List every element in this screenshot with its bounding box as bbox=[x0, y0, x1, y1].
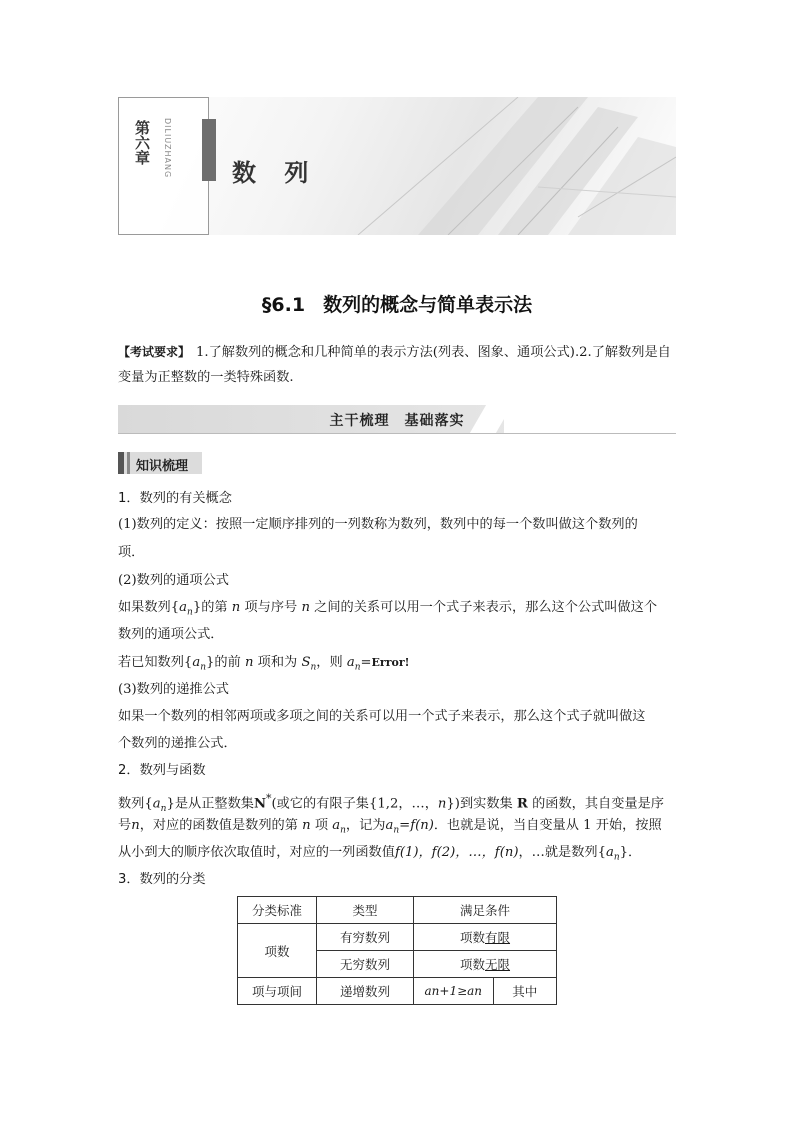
chapter-banner bbox=[118, 97, 676, 235]
tag-bar bbox=[118, 452, 124, 474]
table-row bbox=[238, 924, 557, 951]
requirements-tag: 【考试要求】 bbox=[118, 345, 191, 359]
p4-line-c: 从小到大的顺序依次取值时，对应的一列函数值f(1)，f(2)，…，f(n)，…就是数列$\{a_n\}$． bbox=[118, 845, 642, 863]
heading-1: 1．数列的有关概念 bbox=[118, 491, 232, 506]
requirements-text: 1.了解数列的概念和几种简单的表示方法(列表、图象、通项公式).2.了解数列是自变量为正整数的一类特殊函数. bbox=[118, 345, 671, 385]
section-name: 数列的概念与简单表示法 bbox=[323, 294, 533, 316]
section-number: §6.1 bbox=[261, 294, 306, 316]
p2-heading: (2)数列的通项公式 bbox=[118, 573, 229, 588]
chapter-box bbox=[118, 97, 209, 235]
p2-line-c: 若已知数列$\{a_n\}$的前 n 项和为 $S_n$，则 $a_n=Error$! bbox=[118, 655, 410, 673]
table-header: 满足条件 bbox=[414, 897, 557, 924]
heading-2: 2．数列与函数 bbox=[118, 763, 206, 778]
p1-line-a: (1)数列的定义：按照一定顺序排列的一列数称为数列，数列中的每一个数叫做这个数列的 bbox=[118, 517, 638, 532]
chapter-bar bbox=[202, 119, 216, 181]
p3-line-b: 个数列的递推公式． bbox=[118, 736, 237, 751]
p3-line-a: 如果一个数列的相邻两项或多项之间的关系可以用一个式子来表示，那么这个式子就叫做这 bbox=[118, 709, 646, 724]
section-title bbox=[0, 290, 794, 317]
table-header: 分类标准 bbox=[238, 897, 317, 924]
classification-table bbox=[237, 896, 557, 1005]
knowledge-tag bbox=[118, 452, 202, 474]
table-cell-group1: 项数 bbox=[238, 924, 317, 978]
band-underline bbox=[118, 433, 676, 434]
tag-bar-thin bbox=[127, 452, 130, 474]
p2-line-a: 如果数列$\{a_n\}$的第 n 项与序号 n 之间的关系可以用一个式子来表示，那么这个公式叫做这个 bbox=[118, 600, 658, 618]
table-cell: 其中 bbox=[493, 978, 556, 1005]
table-cell: 无穷数列 bbox=[317, 951, 414, 978]
p4-line-b: 号n，对应的函数值是数列的第 n 项 $a_n$，记为$a_n=f(n)$．也就是说，当自变量从 1 开始，按照 bbox=[118, 818, 662, 836]
table-cell: 项数有限 bbox=[414, 924, 557, 951]
p3-heading: (3)数列的递推公式 bbox=[118, 682, 229, 697]
table-row bbox=[238, 978, 557, 1005]
p1-line-b: 项． bbox=[118, 545, 145, 560]
error-text: ＝Error! bbox=[360, 656, 410, 669]
chapter-pinyin: DILIUZHANG bbox=[163, 118, 172, 179]
exam-requirements bbox=[118, 340, 678, 390]
heading-3: 3．数列的分类 bbox=[118, 872, 206, 887]
knowledge-tag-text: 知识梳理 bbox=[136, 459, 189, 474]
chapter-title: 数 列 bbox=[232, 159, 319, 187]
table-cell: 递增数列 bbox=[317, 978, 414, 1005]
section-band bbox=[118, 405, 676, 433]
table-cell-expr: an+1≥an bbox=[414, 978, 494, 1005]
p4-line-a: 数列$\{a_n\}$是从正整数集N*(或它的有限子集{1,2，…，n})到实数集 R 的函数，其自变量是序 bbox=[118, 792, 664, 815]
table-cell-group2: 项与项间 bbox=[238, 978, 317, 1005]
band-title: 主干梳理 基础落实 bbox=[329, 413, 465, 429]
table-cell: 有穷数列 bbox=[317, 924, 414, 951]
table-header: 类型 bbox=[317, 897, 414, 924]
chapter-label: 第六章 bbox=[133, 120, 151, 165]
table-cell: 项数无限 bbox=[414, 951, 557, 978]
table-row bbox=[238, 897, 557, 924]
p2-line-b: 数列的通项公式． bbox=[118, 627, 224, 642]
